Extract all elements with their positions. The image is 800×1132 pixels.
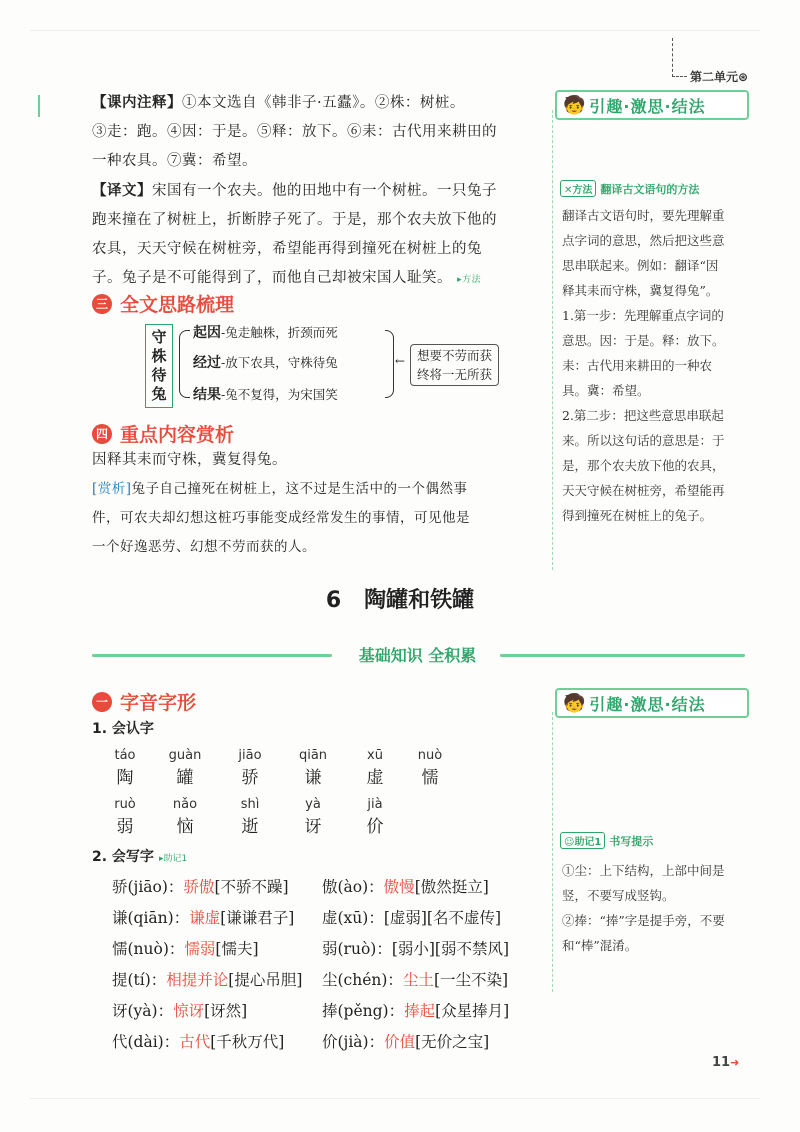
translation-line-3: 农具，天天守候在树桩旁，希望能再得到撞死在树桩上的兔 <box>92 241 482 257</box>
translation-block <box>92 176 542 295</box>
method-heading <box>560 180 699 197</box>
recognize-label: 1. 会认字 <box>92 721 154 737</box>
write-left-column <box>112 872 302 1058</box>
write-row: 捧(pěng)：捧起[众星捧月] <box>322 1002 510 1020</box>
sidebar-divider-2 <box>552 712 554 992</box>
translation-line-2: 跑来撞在了树桩上，折断脖子死了。于是，那个农夫放下他的 <box>92 212 497 228</box>
memo-title: 书写提示 <box>609 834 654 848</box>
memo-badge: ☺助记1 <box>560 832 605 849</box>
sidebar-2-header <box>555 688 749 718</box>
recognize-char: jiāo 骄 <box>238 748 262 788</box>
top-rule <box>30 30 760 31</box>
write-row: 价(jià)：价值[无价之宝] <box>322 1033 490 1051</box>
mindmap <box>145 322 525 412</box>
method-tag: ▸方法 <box>457 275 482 285</box>
swirl-icon: ⊛ <box>738 70 749 84</box>
analysis-line-3: 一个好逸恶劳、幻想不劳而获的人。 <box>92 539 316 555</box>
banner-line-left <box>92 654 332 657</box>
recognize-char: nuò 懦 <box>417 748 443 788</box>
write-row: 弱(ruò)：[弱小][弱不禁风] <box>322 940 510 958</box>
banner-line-right <box>500 654 745 657</box>
section-4-heading <box>92 420 234 447</box>
translation-line-1: 【译文】宋国有一个农夫。他的田地中有一个树桩。一只兔子 <box>92 182 497 199</box>
section-4-number: 四 <box>92 424 112 444</box>
mindmap-right-brace <box>385 330 394 398</box>
mindmap-row-3: 结果-兔不复得，为宋国笑 <box>193 387 338 403</box>
write-row: 虚(xū)：[虚弱][名不虚传] <box>322 909 502 927</box>
recognize-char: shì 逝 <box>240 797 260 837</box>
section-4-title: 重点内容赏析 <box>120 424 235 446</box>
write-row: 提(tí)：相提并论[提心吊胆] <box>112 971 303 989</box>
arrow-icon: ➜ <box>730 1056 740 1069</box>
sidebar-2-text: ①尘：上下结构，上部中间是 竖，不要写成竖钩。 ②捧：“捧”字是提手旁，不要 和“棒”混淆。 <box>562 863 725 953</box>
bottom-rule <box>30 1098 760 1099</box>
write-row: 代(dài)：古代[千秋万代] <box>112 1033 285 1051</box>
sidebar-1-header <box>555 90 749 120</box>
notes-line-2: ③走：跑。④因：于是。⑤释：放下。⑥耒：古代用来耕田的 <box>92 124 497 140</box>
student-avatar-icon: 🧒 <box>563 692 586 714</box>
smile-icon: ☺ <box>564 837 575 848</box>
translation-line-4: 子。兔子是不可能得到了，而他自己却被宋国人耻笑。 ▸方法 <box>92 270 482 286</box>
write-heading: 2. 会写字 ▸助记1 <box>92 849 188 865</box>
write-row: 骄(jiāo)：骄傲[不骄不躁] <box>112 878 289 896</box>
sidebar-1-text: 翻译古文语句时，要先理解重 点字词的意思，然后把这些意 思串联起来。例如：翻译“因 释其耒而守株，冀复得兔”。 1.第一步：先理解重点字词的 意思。因：于是。释：放下。 耒：古代用来耕田的一种农 具。冀：希望。 2.第二步：把这些意思串联起 来。所以这句话的意思是：于 是，那个农夫放下他的农具， 天天守候在树桩旁，希望能再 得到撞死在树桩上的兔子。 <box>562 208 725 523</box>
method-badge: ✕方法 <box>560 180 596 197</box>
student-avatar-icon: 🧒 <box>563 94 586 116</box>
notes-block <box>92 88 542 176</box>
notes-line-3: 一种农具。⑦冀：希望。 <box>92 153 257 169</box>
mindmap-root: 守株待兔 <box>145 324 173 408</box>
x-icon: ✕ <box>564 185 573 196</box>
left-margin-mark <box>38 95 40 117</box>
unit-label: 第二单元⊛ <box>690 70 749 84</box>
write-row: 傲(ào)：傲慢[傲然挺立] <box>322 878 489 896</box>
mindmap-conclusion: 想要不劳而获 终将一无所获 <box>410 344 499 386</box>
mindmap-arrow: ← <box>395 354 406 368</box>
recognize-char: táo 陶 <box>114 748 136 788</box>
sidebar-1-title: 引趣·激思·结法 <box>589 96 706 116</box>
mindmap-row-1: 起因-兔走触株，折颈而死 <box>193 325 338 341</box>
sidebar-divider-1 <box>552 110 554 570</box>
recognize-char: nǎo 恼 <box>172 797 198 837</box>
analysis-block <box>92 446 542 562</box>
lesson-name: 陶罐和铁罐 <box>364 588 475 613</box>
memo-tag: ▸助记1 <box>159 854 188 864</box>
banner-title: 基础知识 全积累 <box>358 646 477 665</box>
section-3-heading <box>92 290 234 317</box>
write-row: 懦(nuò)：懦弱[懦夫] <box>112 940 259 958</box>
notes-line-1: 【课内注释】①本文选自《韩非子·五蠹》。②株：树桩。 <box>92 94 465 111</box>
mindmap-row-2: 经过-放下农具，守株待兔 <box>193 355 338 371</box>
recognize-char: guàn 罐 <box>168 748 202 788</box>
write-row: 谦(qiān)：谦虚[谦谦君子] <box>112 909 295 927</box>
page-number: 11➜ <box>712 1055 740 1070</box>
lesson-title <box>0 583 800 614</box>
recognize-char: yà 讶 <box>304 797 322 837</box>
section-3-number: 三 <box>92 294 112 314</box>
write-row: 尘(chén)：尘土[一尘不染] <box>322 971 509 989</box>
recognize-char: xū 虚 <box>366 748 384 788</box>
memo-heading <box>560 832 653 849</box>
mindmap-left-brace <box>179 330 190 398</box>
write-row: 讶(yà)：惊讶[讶然] <box>112 1002 248 1020</box>
header-corner-dashes <box>672 38 687 77</box>
method-title: 翻译古文语句的方法 <box>600 182 700 196</box>
analysis-line-2: 件，可农夫却幻想这桩巧事能变成经常发生的事情，可见他是 <box>92 510 470 526</box>
analysis-line-1: [赏析]兔子自己撞死在树桩上，这不过是生活中的一个偶然事 <box>92 481 468 497</box>
section-3-title: 全文思路梳理 <box>120 294 235 316</box>
recognize-char: qiān 谦 <box>298 748 328 788</box>
write-right-column <box>322 872 509 1058</box>
recognize-char: jià 价 <box>366 797 384 837</box>
analysis-quote: 因释其耒而守株，冀复得兔。 <box>92 452 287 468</box>
lesson-number: 6 <box>325 588 342 613</box>
section-1-heading <box>92 688 196 715</box>
recognize-char: ruò 弱 <box>114 797 136 837</box>
section-1-title: 字音字形 <box>120 692 197 714</box>
sidebar-2-title: 引趣·激思·结法 <box>589 694 706 714</box>
section-1-number: 一 <box>92 692 112 712</box>
